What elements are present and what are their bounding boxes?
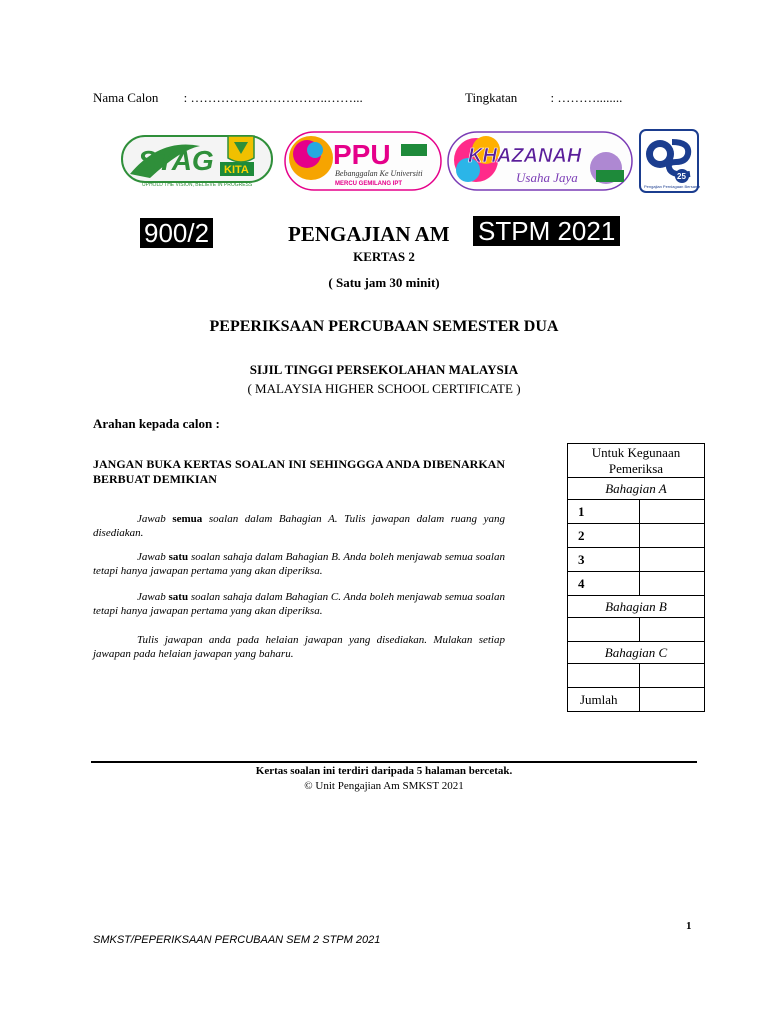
page-number: 1 xyxy=(686,920,692,932)
paper-code: 900/2 xyxy=(140,218,213,248)
page-count-note: Kertas soalan ini terdiri daripada 5 halaman bercetak. xyxy=(255,765,513,777)
paper-number: KERTAS 2 xyxy=(353,249,415,264)
logo-strip xyxy=(120,128,700,194)
instruction-part-c: Jawab satu soalan sahaja dalam Bahagian C. Anda boleh menjawab semua soalan tetapi hanya jawapan pertama yang akan diperiksa. xyxy=(93,591,505,617)
mark-cell[interactable] xyxy=(640,664,705,688)
total-mark-cell[interactable] xyxy=(640,688,705,712)
section-b-label: Bahagian B xyxy=(568,596,705,618)
question-number: 1 xyxy=(568,500,640,524)
instruction-part-a: Jawab semua soalan dalam Bahagian A. Tulis jawapan dalam ruang yang disediakan. xyxy=(93,513,505,539)
instructions-heading: Arahan kepada calon : xyxy=(93,416,220,431)
ppu-logo xyxy=(283,128,443,194)
svg-text:PPU: PPU xyxy=(333,139,391,170)
mark-cell[interactable] xyxy=(640,618,705,642)
certificate-title-en: ( MALAYSIA HIGHER SCHOOL CERTIFICATE ) xyxy=(247,381,521,396)
running-footer: SMKST/PEPERIKSAAN PERCUBAAN SEM 2 STPM 2021 xyxy=(93,934,381,946)
section-c-question-cell[interactable] xyxy=(568,664,640,688)
mark-cell[interactable] xyxy=(640,548,705,572)
mark-cell[interactable] xyxy=(640,500,705,524)
svg-text:Pengajian Perniagaan Bersama: Pengajian Perniagaan Bersama xyxy=(644,184,700,189)
svg-text:25: 25 xyxy=(677,172,686,181)
svg-text:UPHOLD THE VISION, BELIEVE IN: UPHOLD THE VISION, BELIEVE IN PROGRESS xyxy=(142,182,253,188)
candidate-name-dots: : …………………………..……... xyxy=(183,90,363,105)
copyright-note: © Unit Pengajian Am SMKST 2021 xyxy=(304,780,464,792)
stag-text: STAG xyxy=(138,145,214,176)
form-label: Tingkatan : ………........ xyxy=(465,90,623,105)
divider-line xyxy=(91,761,697,763)
khazanah-logo xyxy=(446,128,636,194)
section-c-label: Bahagian C xyxy=(568,642,705,664)
svg-text:Bebanggalan Ke Universiti: Bebanggalan Ke Universiti xyxy=(335,169,423,178)
question-number: 4 xyxy=(568,572,640,596)
mark-cell[interactable] xyxy=(640,524,705,548)
mark-cell[interactable] xyxy=(640,572,705,596)
svg-text:KITA: KITA xyxy=(224,164,249,176)
examiner-table xyxy=(567,443,705,712)
question-number: 3 xyxy=(568,548,640,572)
section-a-label: Bahagian A xyxy=(568,478,705,500)
exam-name: PEPERIKSAAN PERCUBAAN SEMESTER DUA xyxy=(209,318,559,335)
svg-text:KHAZANAH: KHAZANAH xyxy=(468,145,582,167)
duration: ( Satu jam 30 minit) xyxy=(328,275,440,290)
warning-text: JANGAN BUKA KERTAS SOALAN INI SEHINGGGA ANDA DIBENARKAN BERBUAT DEMIKIAN xyxy=(93,457,505,486)
candidate-name-label: Nama Calon : …………………………..……... xyxy=(93,90,363,105)
instruction-answer-sheet: Tulis jawapan anda pada helaian jawapan yang disediakan. Mulakan setiap jawapan pada helaian jawapan yang baharu. xyxy=(93,634,505,660)
subject-title: PENGAJIAN AM xyxy=(288,222,450,246)
instruction-part-b: Jawab satu soalan sahaja dalam Bahagian B. Anda boleh menjawab semua soalan tetapi hanya jawapan pertama yang akan diperiksa. xyxy=(93,551,505,577)
form-dots: : ………........ xyxy=(550,90,623,105)
svg-text:MERCU GEMILANG IPT: MERCU GEMILANG IPT xyxy=(335,181,402,187)
certificate-title: SIJIL TINGGI PERSEKOLAHAN MALAYSIA xyxy=(249,362,519,377)
svg-text:Usaha Jaya: Usaha Jaya xyxy=(516,170,578,185)
total-label: Jumlah xyxy=(568,688,640,712)
section-b-question-cell[interactable] xyxy=(568,618,640,642)
examiner-table-header: Untuk Kegunaan Pemeriksa xyxy=(568,444,705,478)
school-logo xyxy=(638,128,700,194)
stag-logo xyxy=(120,128,280,194)
question-number: 2 xyxy=(568,524,640,548)
exam-year-box: STPM 2021 xyxy=(473,216,620,246)
